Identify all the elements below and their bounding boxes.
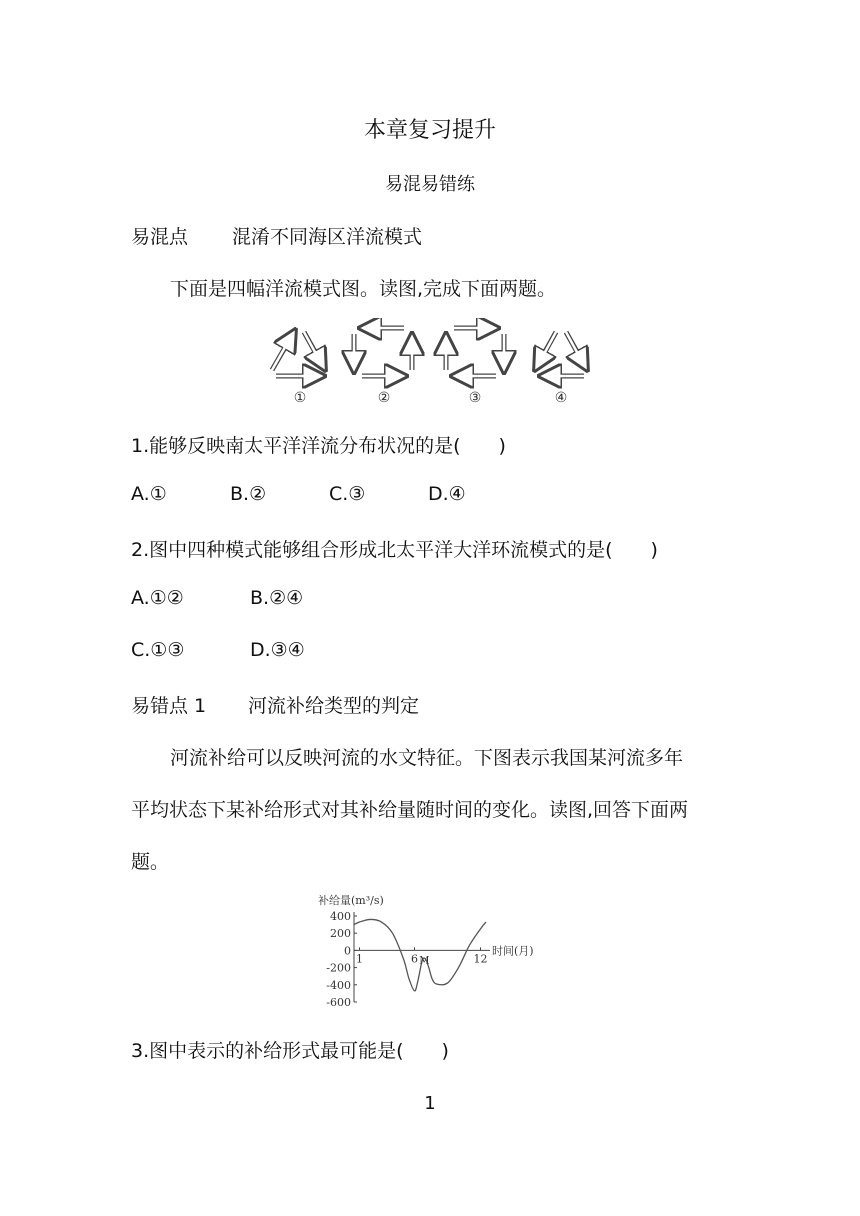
q2-option-d: D.③④ xyxy=(250,639,305,661)
chart-y-tick-label: 200 xyxy=(330,927,351,941)
model-label-1: ① xyxy=(293,390,307,406)
q2-option-b: B.②④ xyxy=(250,587,304,609)
page-subtitle: 易混易错练 xyxy=(385,174,475,195)
chart-x-tick-label: 1 xyxy=(356,952,363,966)
section2-label: 易错点 1 xyxy=(131,695,207,717)
q2-option-c: C.①③ xyxy=(131,639,185,661)
section1-topic: 混淆不同海区洋流模式 xyxy=(232,226,423,248)
question-2-stem: 2.图中四种模式能够组合形成北太平洋大洋环流模式的是( ) xyxy=(131,539,658,561)
q1-option-a: A.① xyxy=(131,483,167,505)
model-label-3: ③ xyxy=(468,390,482,406)
chart-y-tick-label: 400 xyxy=(330,910,351,923)
chart-y-tick-label: -200 xyxy=(326,961,351,975)
section1-label: 易混点 xyxy=(131,226,189,248)
chart-y-tick-label: 0 xyxy=(344,944,351,958)
model-2-arrows xyxy=(354,328,412,376)
chart-y-tick-label: -600 xyxy=(326,996,351,1009)
q2-option-a: A.①② xyxy=(131,587,184,609)
current-model-figures xyxy=(262,318,598,410)
model-label-4: ④ xyxy=(554,390,568,406)
chart-y-axis-label: 补给量(m³/s) xyxy=(318,894,384,907)
section2-paragraph-line3: 题。 xyxy=(131,851,170,873)
page-number: 1 xyxy=(424,1093,436,1114)
section2-topic: 河流补给类型的判定 xyxy=(248,695,420,717)
section2-paragraph-line1: 河流补给可以反映河流的水文特征。下图表示我国某河流多年 xyxy=(170,747,684,769)
recharge-chart xyxy=(310,890,550,1010)
q1-option-c: C.③ xyxy=(329,483,366,505)
chart-x-axis-label: 时间(月) xyxy=(492,944,534,958)
chart-annotation-m: M xyxy=(419,955,430,967)
question-1-stem: 1.能够反映南太平洋洋流分布状况的是( ) xyxy=(131,435,506,457)
section1-intro: 下面是四幅洋流模式图。读图,完成下面两题。 xyxy=(170,278,557,300)
section2-paragraph-line2: 平均状态下某补给形式对其补给量随时间的变化。读图,回答下面两 xyxy=(131,799,689,821)
chart-x-tick-label: 6 xyxy=(411,952,418,966)
question-3-stem: 3.图中表示的补给形式最可能是( ) xyxy=(131,1040,449,1062)
model-label-2: ② xyxy=(377,390,391,406)
q1-option-d: D.④ xyxy=(428,483,466,505)
page-title: 本章复习提升 xyxy=(363,118,496,143)
chart-y-tick-label: -400 xyxy=(326,978,351,992)
q1-option-b: B.② xyxy=(230,483,267,505)
chart-x-tick-label: 12 xyxy=(473,952,488,966)
model-3-arrows xyxy=(446,328,504,376)
